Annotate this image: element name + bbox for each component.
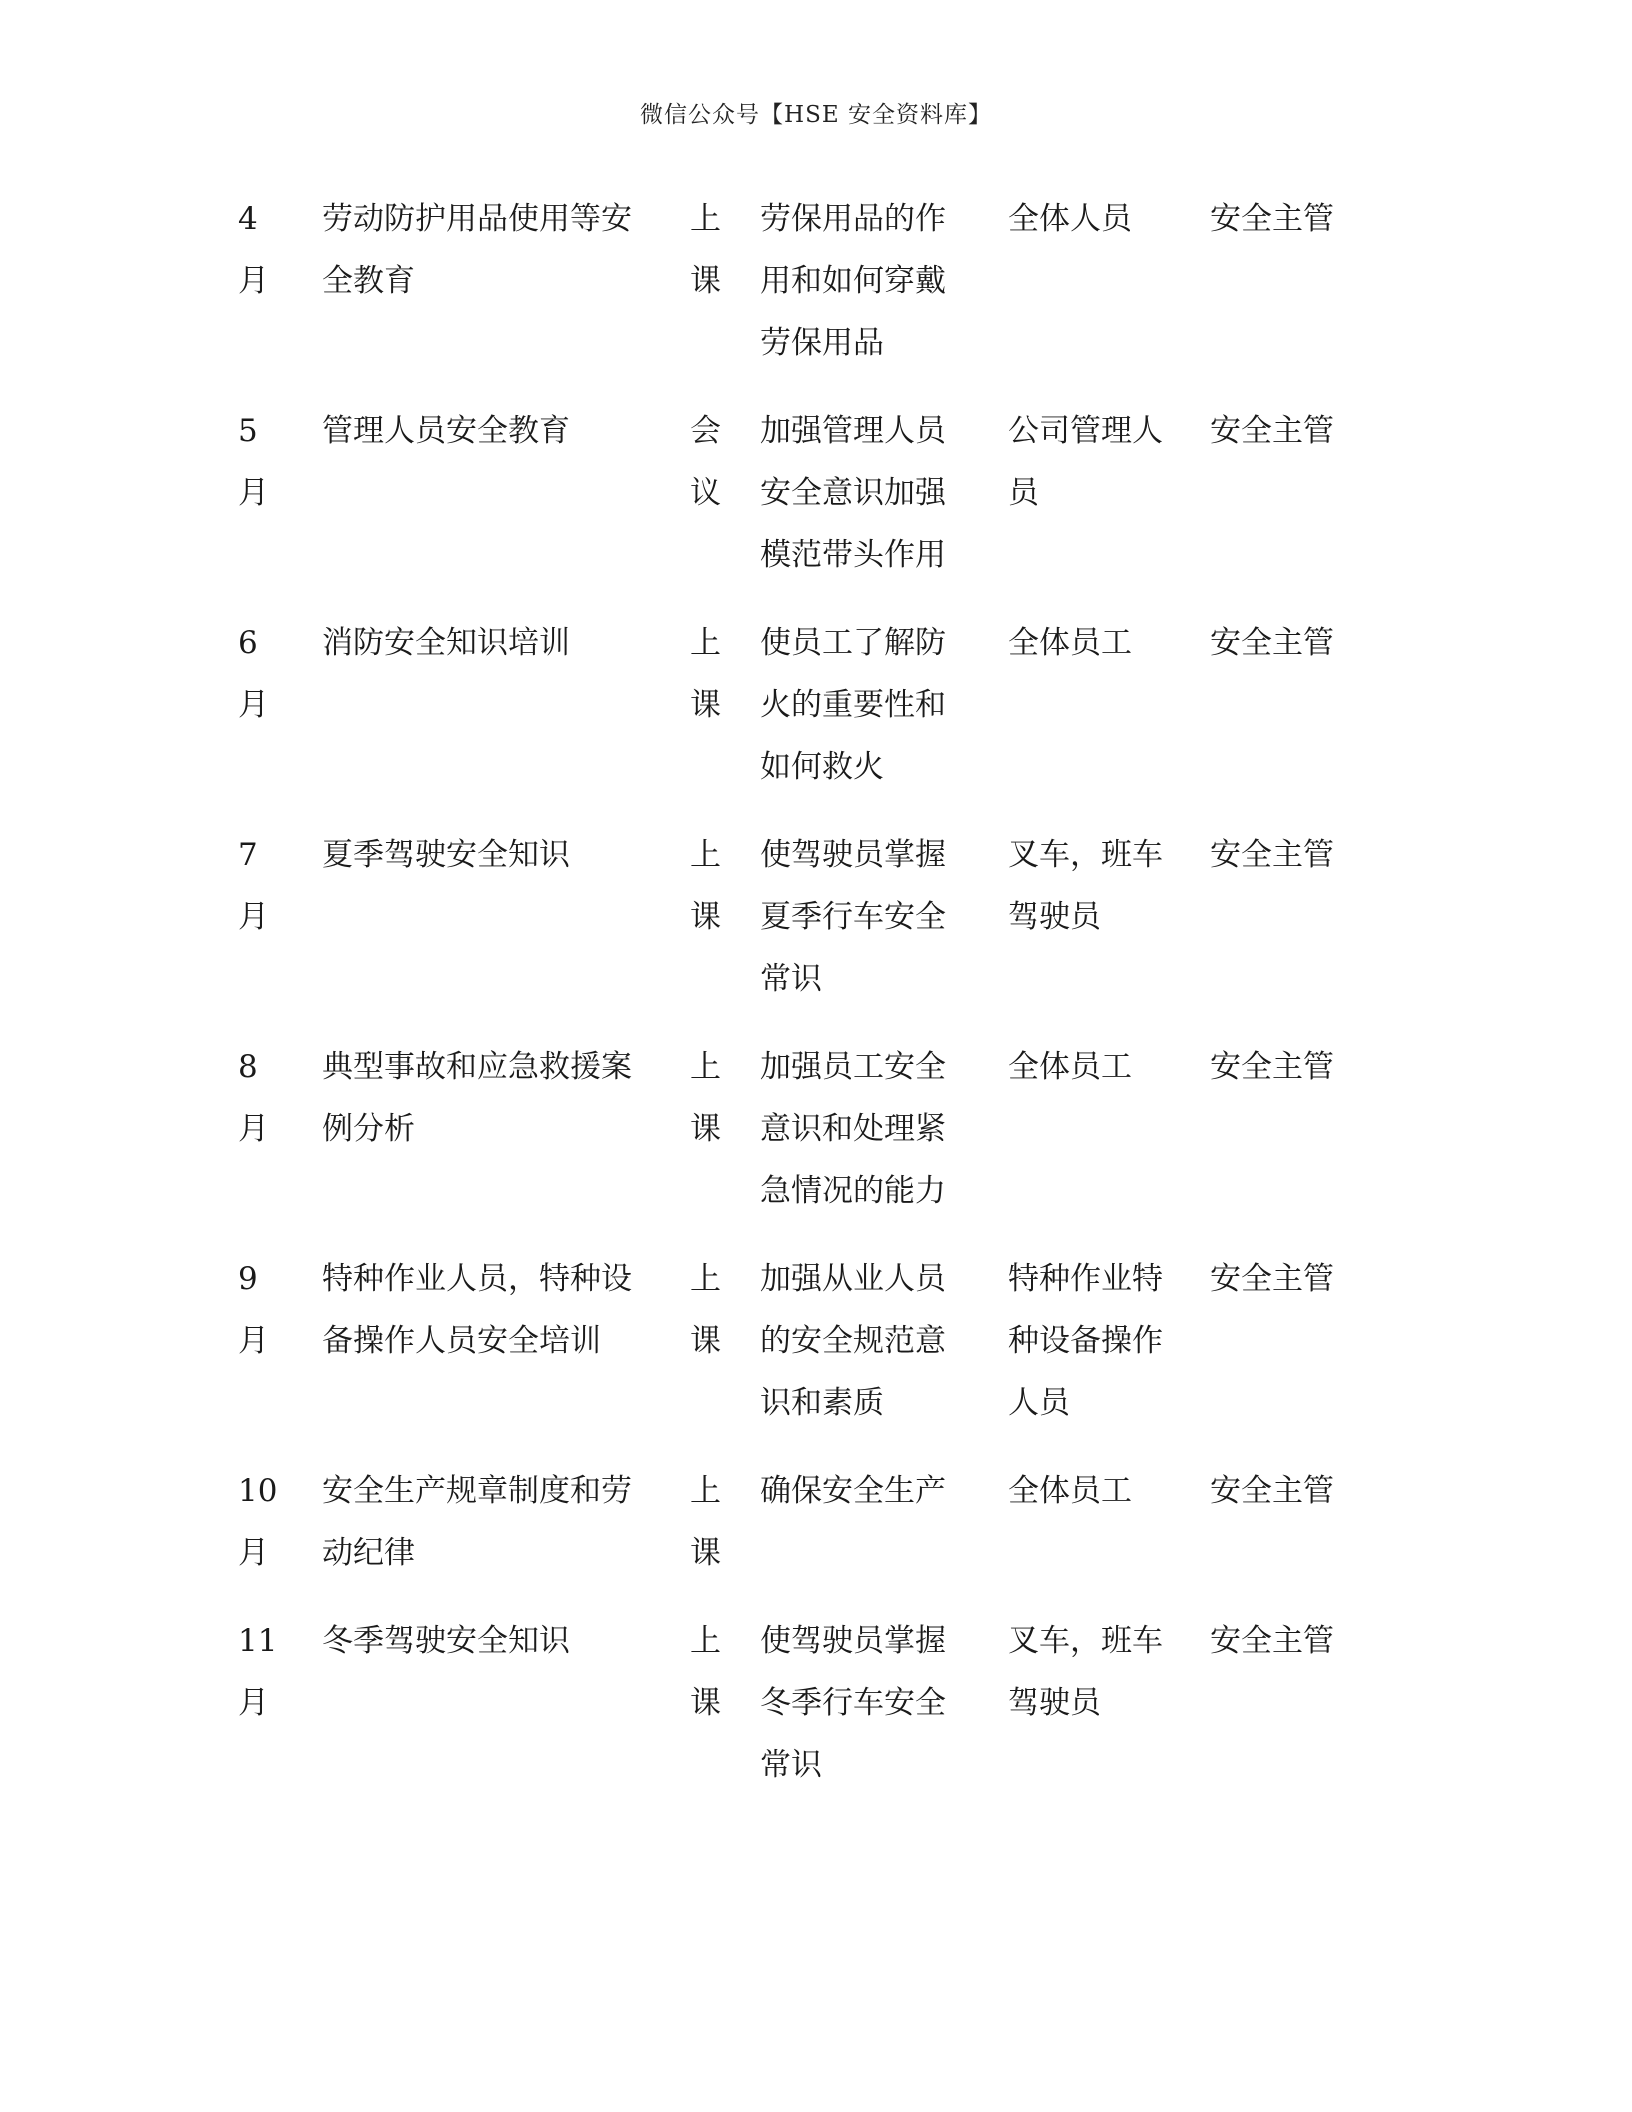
purpose-cell: 加强从业人员的安全规范意识和素质 <box>760 1261 946 1421</box>
responsible-cell: 安全主管 <box>1210 837 1334 873</box>
method-cell: 上课 <box>690 625 721 723</box>
method-cell: 上课 <box>690 1473 721 1571</box>
month-cell: 7 月 <box>238 837 269 935</box>
method-cell: 上课 <box>690 201 721 299</box>
table-row <box>0 1248 1632 1460</box>
target-cell: 全体员工 <box>1008 1473 1132 1509</box>
purpose-cell: 确保安全生产 <box>760 1473 946 1509</box>
table-row <box>0 824 1632 1036</box>
table-row <box>0 1036 1632 1248</box>
responsible-cell: 安全主管 <box>1210 1261 1334 1297</box>
content-cell: 典型事故和应急救援案例分析 <box>322 1049 632 1147</box>
responsible-cell: 安全主管 <box>1210 1473 1334 1509</box>
table-row <box>0 612 1632 824</box>
month-cell: 4 月 <box>238 201 269 299</box>
target-cell: 全体员工 <box>1008 625 1132 661</box>
month-cell: 11 月 <box>238 1623 278 1721</box>
target-cell: 叉车，班车驾驶员 <box>1008 837 1163 935</box>
method-cell: 上课 <box>690 1261 721 1359</box>
responsible-cell: 安全主管 <box>1210 625 1334 661</box>
method-cell: 上课 <box>690 837 721 935</box>
target-cell: 特种作业特种设备操作人员 <box>1008 1261 1163 1421</box>
method-cell: 上课 <box>690 1049 721 1147</box>
content-cell: 管理人员安全教育 <box>322 413 570 449</box>
responsible-cell: 安全主管 <box>1210 201 1334 237</box>
method-cell: 会议 <box>690 413 721 511</box>
content-cell: 冬季驾驶安全知识 <box>322 1623 570 1659</box>
target-cell: 公司管理人员 <box>1008 413 1163 511</box>
responsible-cell: 安全主管 <box>1210 1623 1334 1659</box>
content-cell: 安全生产规章制度和劳动纪律 <box>322 1473 632 1571</box>
content-cell: 特种作业人员，特种设备操作人员安全培训 <box>322 1261 632 1359</box>
purpose-cell: 劳保用品的作用和如何穿戴劳保用品 <box>760 201 946 361</box>
purpose-cell: 加强员工安全意识和处理紧急情况的能力 <box>760 1049 946 1209</box>
purpose-cell: 使驾驶员掌握夏季行车安全常识 <box>760 837 946 997</box>
responsible-cell: 安全主管 <box>1210 1049 1334 1085</box>
method-cell: 上课 <box>690 1623 721 1721</box>
table-row <box>0 1610 1632 1822</box>
target-cell: 叉车，班车驾驶员 <box>1008 1623 1163 1721</box>
month-cell: 9 月 <box>238 1261 269 1359</box>
month-cell: 8 月 <box>238 1049 269 1147</box>
target-cell: 全体人员 <box>1008 201 1132 237</box>
month-cell: 10 月 <box>238 1473 278 1571</box>
target-cell: 全体员工 <box>1008 1049 1132 1085</box>
purpose-cell: 加强管理人员安全意识加强模范带头作用 <box>760 413 946 573</box>
training-plan-table <box>0 188 1632 1822</box>
content-cell: 夏季驾驶安全知识 <box>322 837 570 873</box>
purpose-cell: 使驾驶员掌握冬季行车安全常识 <box>760 1623 946 1783</box>
purpose-cell: 使员工了解防火的重要性和如何救火 <box>760 625 946 785</box>
table-row <box>0 188 1632 400</box>
month-cell: 6 月 <box>238 625 269 723</box>
content-cell: 劳动防护用品使用等安全教育 <box>322 201 632 299</box>
responsible-cell: 安全主管 <box>1210 413 1334 449</box>
month-cell: 5 月 <box>238 413 269 511</box>
table-row <box>0 1460 1632 1610</box>
page-header: 微信公众号【HSE 安全资料库】 <box>640 102 992 128</box>
content-cell: 消防安全知识培训 <box>322 625 570 661</box>
table-row <box>0 400 1632 612</box>
